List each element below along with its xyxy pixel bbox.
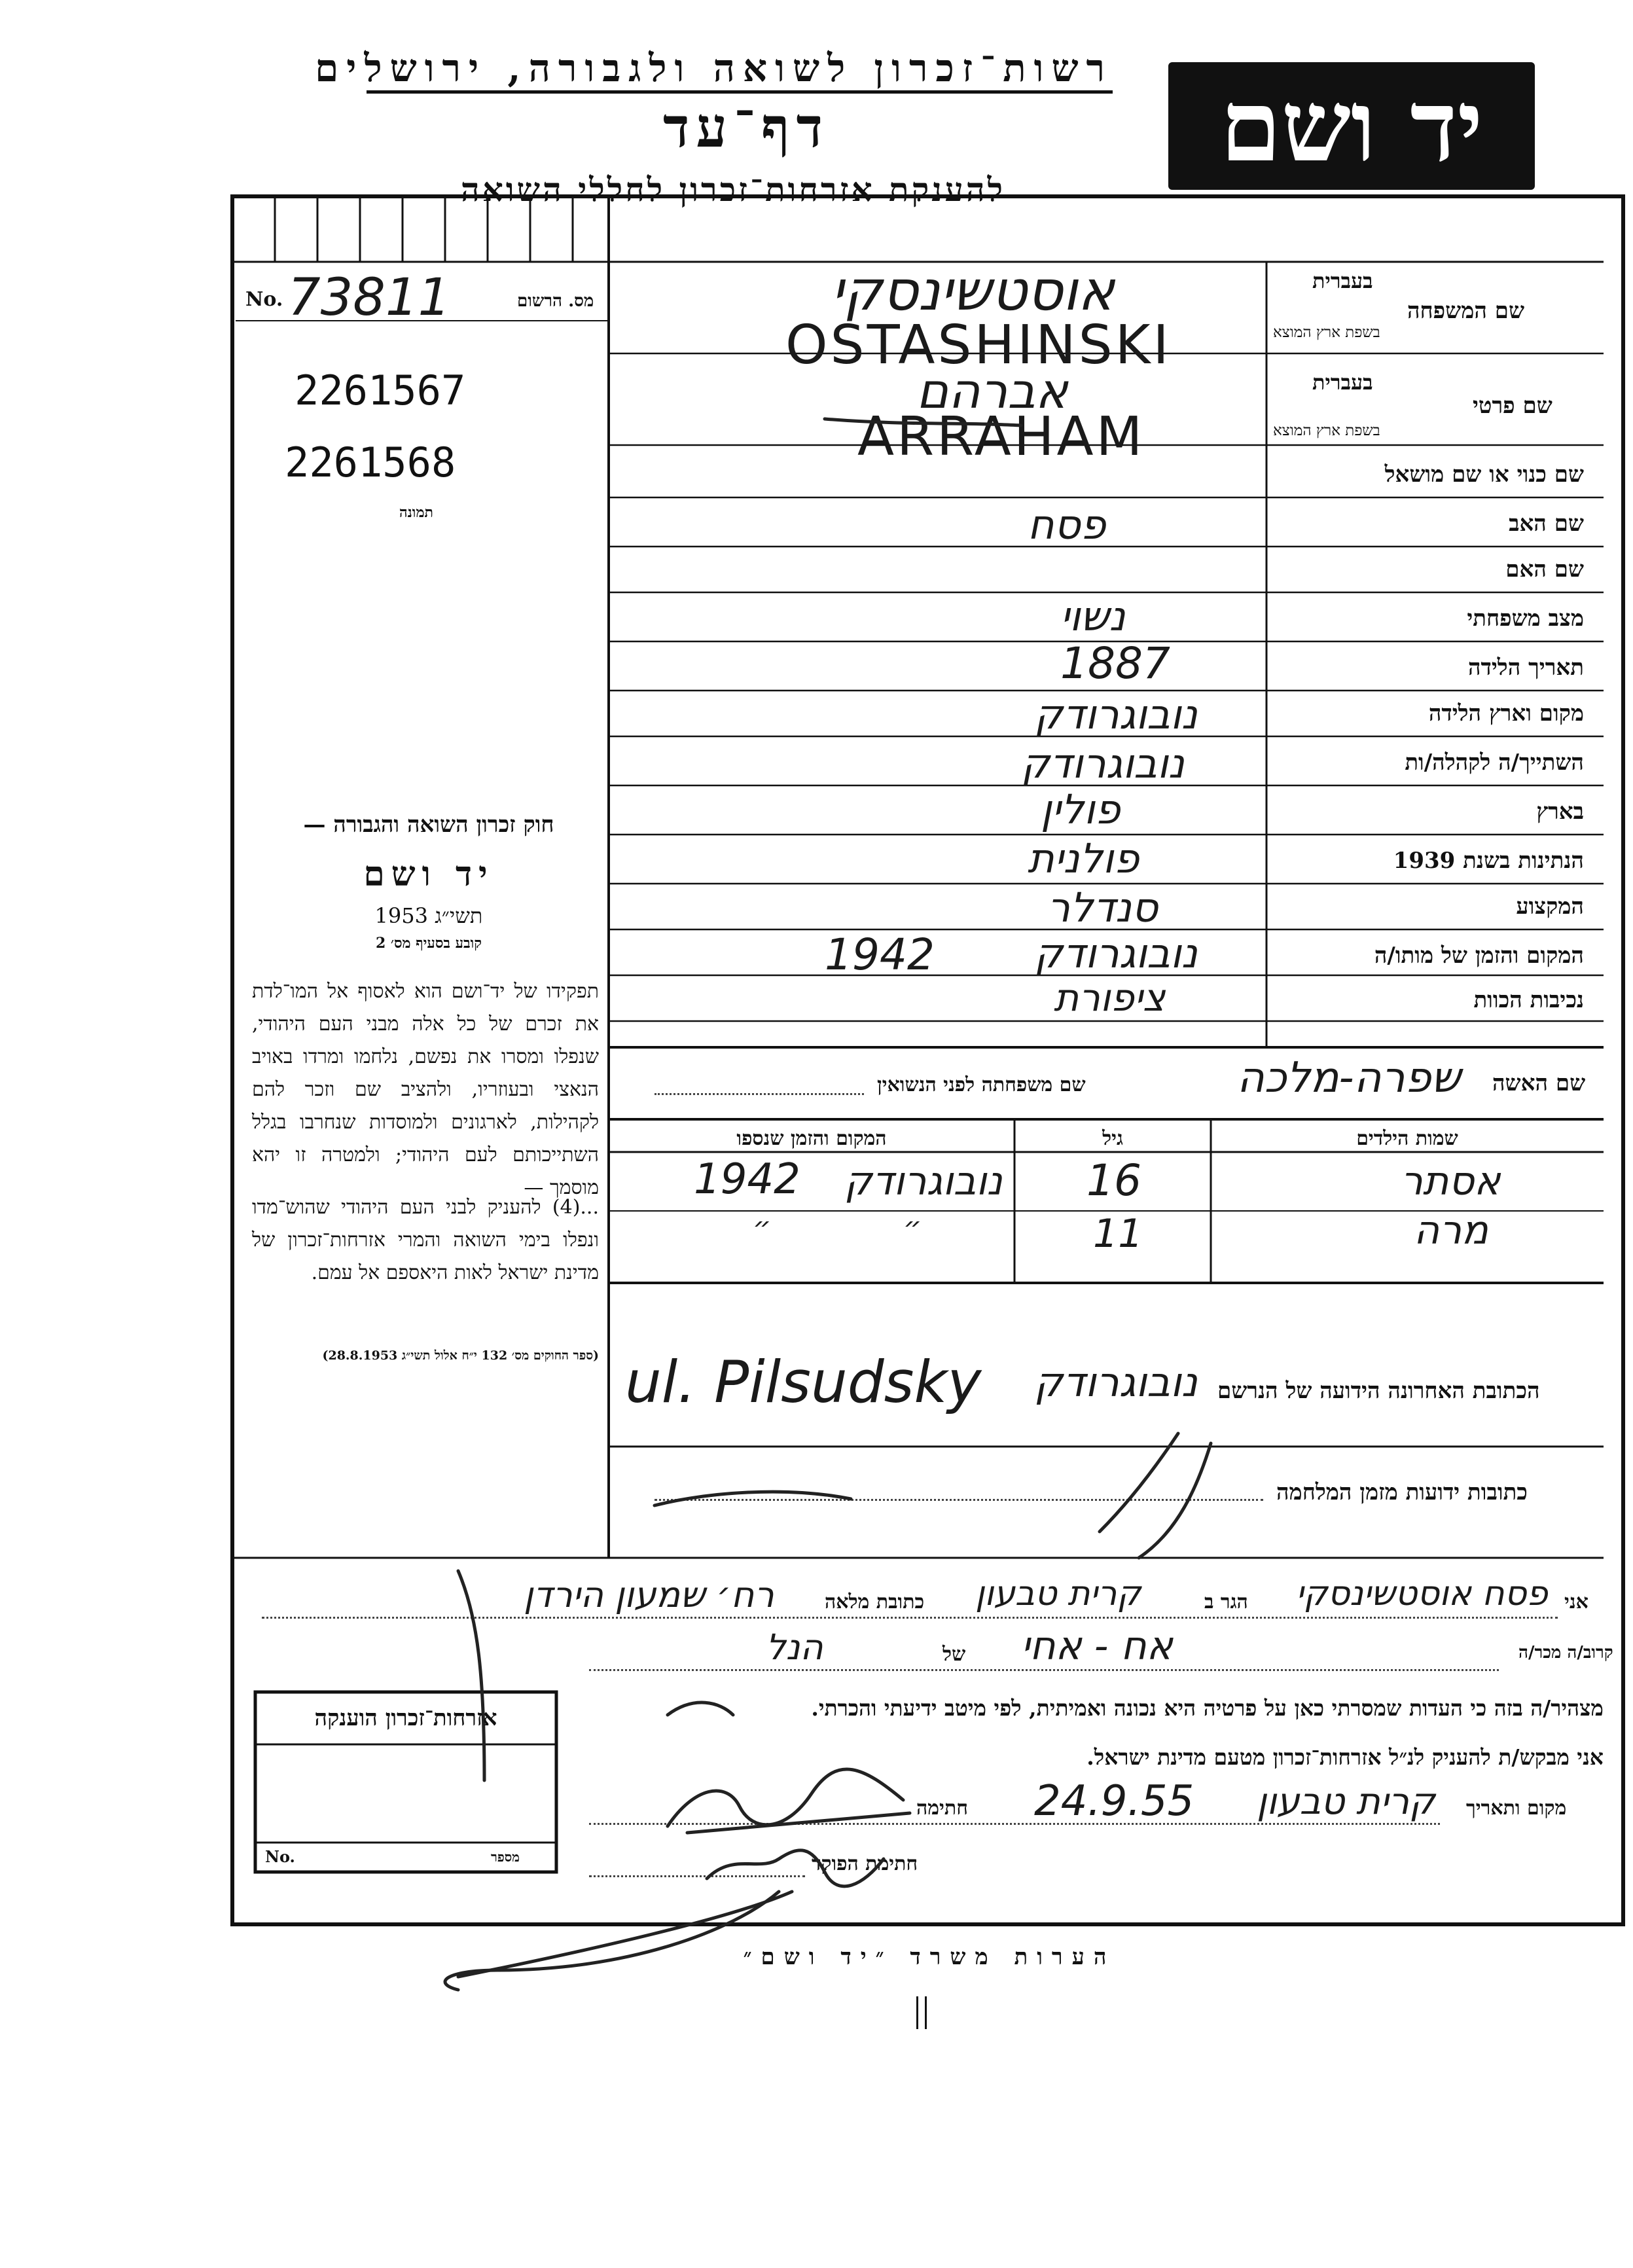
death-place-value: נובוגרודק <box>1034 929 1198 977</box>
no-label: No. <box>245 288 283 311</box>
form-title: דף־עד <box>662 95 829 160</box>
law-year: תשי״ג 1953 <box>374 903 483 928</box>
first-name-label: שם פרטי <box>1473 393 1552 419</box>
death-place-time-label: המקום והזמן של מותו/ה <box>1374 943 1584 969</box>
wife-maiden-label: שם משפחתה לפני הנשואין <box>877 1073 1086 1096</box>
law-clause: קובע בסעיף מס׳ 2 <box>375 935 482 952</box>
grant-box-number-label: מספר <box>491 1849 520 1865</box>
children-place-header: המקום והזמן שנספו <box>736 1127 887 1150</box>
form-subtitle: להענקת אזרחות־זכרון לחללי השואה <box>461 170 1005 209</box>
family-name-latin-value: OSTASHINSKI <box>785 314 1172 376</box>
child-death-place: ״ <box>903 1211 922 1244</box>
child-age: 11 <box>1093 1211 1143 1257</box>
footer-mark <box>916 1996 927 2029</box>
place-value: קרית טבעון <box>1257 1780 1435 1823</box>
family-name-hebrew-label: בעברית <box>1312 268 1373 293</box>
of-label: של <box>942 1643 966 1666</box>
first-name-hebrew-value: אברהם <box>916 363 1068 420</box>
citizenship-value: פולנית <box>1028 835 1140 882</box>
birth-place-label: מקום וארץ הלידה <box>1428 700 1584 727</box>
officer-signature-label: חתימת הפוקד <box>812 1852 918 1875</box>
registration-label: מס. הרשום <box>517 291 594 311</box>
relative-label: קרוב/ה מכר/ה <box>1518 1643 1613 1663</box>
child-death-year: ״ <box>753 1211 772 1244</box>
child-name: אסתר <box>1401 1159 1501 1204</box>
law-heading: חוק זכרון השואה והגבורה — <box>303 812 554 838</box>
birth-date-value: 1887 <box>1060 638 1170 689</box>
mother-label: שם האם <box>1505 556 1584 583</box>
community-label: השתייך/ה לקהלה/ות <box>1405 749 1584 776</box>
child-death-year: 1942 <box>694 1155 800 1204</box>
family-name-label: שם המשפחה <box>1407 298 1525 324</box>
death-year-value: 1942 <box>825 929 935 980</box>
family-name-origin-label: בשפת ארץ המוצא <box>1273 324 1380 341</box>
photo-label: תמונה <box>399 504 433 521</box>
family-name-hebrew-value: אוסטשינסקי <box>831 259 1115 323</box>
country-value: פולין <box>1041 785 1121 833</box>
first-name-hebrew-label: בעברית <box>1312 370 1373 395</box>
wife-value: שפרה-מלכה <box>1237 1054 1461 1102</box>
birth-date-label: תאריך הלידה <box>1467 655 1584 681</box>
occupation-label: נכיבות הכוות <box>1473 987 1584 1013</box>
child-age: 16 <box>1086 1155 1141 1206</box>
law-text-clause-4: ...(4) להעניק לבני העם היהודי שהוש־מדו ונפלו בימי השואה והמרי אזרחות־זכרון של מדינת ישראל לאות היאספם אל עמם. <box>252 1196 599 1284</box>
full-address-value: רח׳ שמעון הירדן <box>524 1574 774 1615</box>
last-address-latin: ul. Pilsudsky <box>625 1348 982 1416</box>
request-text: אני מבקש/ת להעניק לנ״ל אזרחות־זכרון מטעם מדינת ישראל. <box>1086 1744 1604 1770</box>
date-value: 24.9.55 <box>1034 1777 1194 1826</box>
law-name: יד ושם <box>363 854 494 894</box>
declarant-i-label: אני <box>1564 1591 1588 1613</box>
declaration-text: מצהיר/ה בזה כי העדות שמסרתי כאן על פרטיה היא נכונה ואמיתית, לפי מיטב ידיעתי והכרתי. <box>811 1695 1604 1721</box>
declarant-name: פסח אוסטשינסקי <box>1296 1574 1548 1613</box>
law-text: תפקידו של יד־ושם הוא לאסוף אל המו־לדת את זכרם של כל אלה מבני העם היהודי, שנפלו ומסרו את נפשם, נלחמו ומרדו באויב הנאצי ובעוזריו, ולהציב שם וזכר להם לקהילות, לארגונים ולמוסדות שנחרבו בגלל השתייכותם לעם היהודי; ולמטרה זו יהא מוסמך — <box>252 980 599 1199</box>
citizenship-label: הנתינות בשנת 1939 <box>1393 848 1584 874</box>
relative-value: אח - אחי <box>1021 1623 1173 1669</box>
registration-number: 73811 <box>288 268 451 327</box>
community-value: נובוגרודק <box>1021 740 1185 787</box>
country-label: בארץ <box>1536 799 1584 825</box>
child-death-place: נובוגרודק <box>844 1159 1003 1204</box>
war-address-label: כתובות ידועות מזמן המלחמה <box>1276 1479 1528 1505</box>
profession-value: סנדלר <box>1047 884 1158 931</box>
last-address-label: הכתובת האחרונה הידועה של הנרשם <box>1217 1378 1540 1404</box>
birth-place-value: נובוגרודק <box>1034 691 1198 738</box>
record-number-2: 2261568 <box>285 439 456 486</box>
law-reference: (ספר החוקים מס׳ 132 י״ח אלול תשי״ג 28.8.1953) <box>322 1348 599 1363</box>
lives-in-value: קרית טבעון <box>975 1574 1141 1613</box>
children-names-header: שמות הילדים <box>1356 1127 1458 1150</box>
signature-label: חתימה <box>916 1797 968 1820</box>
father-label: שם האב <box>1509 511 1584 537</box>
nickname-label: שם כנוי או שם מושאל <box>1384 461 1584 488</box>
office-notes-label: הערות משרד ״יד ושם״ <box>743 1944 1116 1970</box>
grant-box-no-label: No. <box>265 1847 295 1866</box>
place-date-label: מקום ותאריך <box>1466 1797 1567 1820</box>
of-value: הנל <box>766 1627 823 1668</box>
record-number-1: 2261567 <box>295 367 466 414</box>
authority-title: רשות־זכרון לשואה ולגבורה, ירושלים <box>367 46 1113 94</box>
wife-label: שם האשה <box>1492 1070 1586 1096</box>
grant-box-title: אזרחות־זכרון הוענקה <box>314 1705 497 1731</box>
occupation-value: ציפורת <box>1054 975 1166 1020</box>
marital-status-value: נשוי <box>1060 592 1126 640</box>
first-name-origin-label: בשפת ארץ המוצא <box>1273 422 1380 439</box>
last-address-hebrew: נובוגרודק <box>1034 1358 1198 1406</box>
father-value: פסח <box>1028 501 1106 549</box>
full-address-label: כתובת מלאה <box>825 1591 925 1613</box>
child-name: מרה <box>1414 1208 1488 1253</box>
marital-status-label: מצב משפחתי <box>1467 605 1584 632</box>
lives-in-label: הגר ב <box>1204 1591 1248 1613</box>
first-name-latin-value: ARRAHAM <box>857 406 1145 468</box>
yad-vashem-logo: יד ושם <box>1168 62 1535 190</box>
children-age-header: גיל <box>1102 1127 1123 1150</box>
profession-label: המקצוע <box>1516 893 1584 920</box>
